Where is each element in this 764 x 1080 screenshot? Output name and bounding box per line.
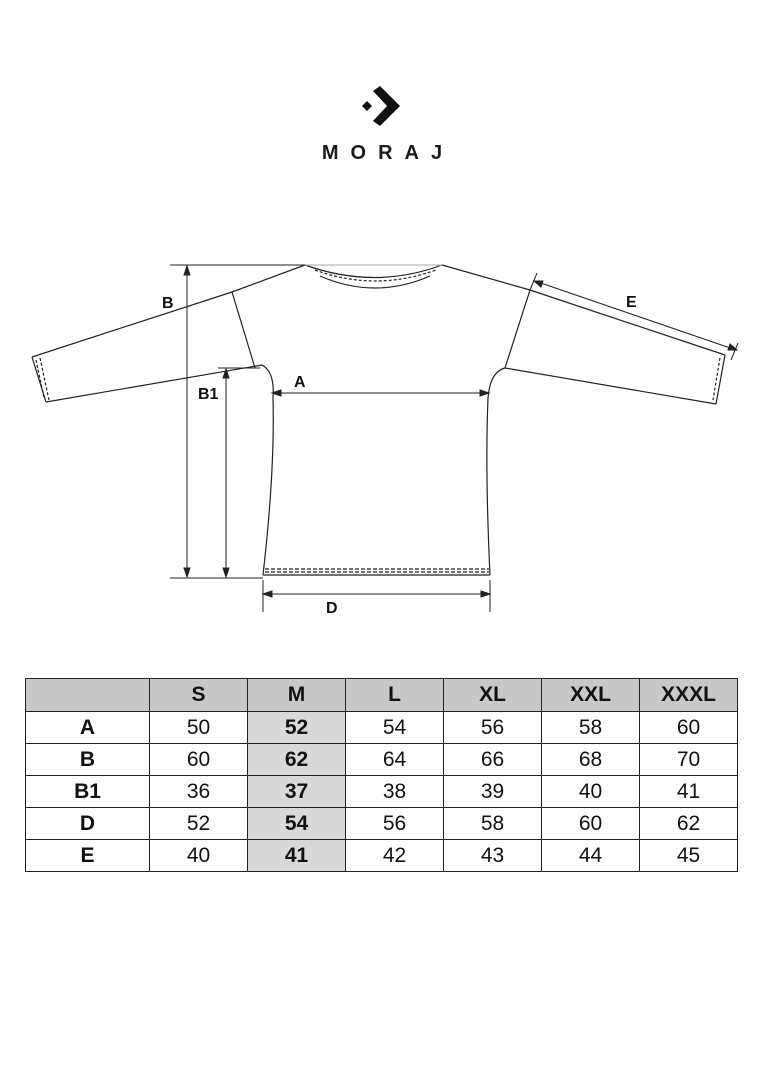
table-cell: 60 xyxy=(542,808,640,840)
table-cell: 68 xyxy=(542,744,640,776)
table-cell: 58 xyxy=(444,808,542,840)
table-cell: 43 xyxy=(444,840,542,872)
measure-lines xyxy=(170,265,738,612)
table-cell-highlighted: 41 xyxy=(248,840,346,872)
table-row xyxy=(26,712,738,744)
size-header-row xyxy=(26,679,738,712)
row-label: A xyxy=(26,712,150,744)
brand-name: MORAJ xyxy=(321,142,455,164)
size-header: M xyxy=(248,679,346,712)
table-cell-highlighted: 37 xyxy=(248,776,346,808)
table-row xyxy=(26,840,738,872)
table-cell: 66 xyxy=(444,744,542,776)
table-cell: 60 xyxy=(150,744,248,776)
row-label: E xyxy=(26,840,150,872)
table-cell: 50 xyxy=(150,712,248,744)
size-header: XXXL xyxy=(640,679,738,712)
table-cell: 54 xyxy=(346,712,444,744)
table-row xyxy=(26,776,738,808)
size-header: XXL xyxy=(542,679,640,712)
table-cell: 44 xyxy=(542,840,640,872)
row-label: B xyxy=(26,744,150,776)
table-cell: 56 xyxy=(346,808,444,840)
size-header: S xyxy=(150,679,248,712)
sweater-outline xyxy=(32,265,725,575)
label-e: E xyxy=(626,294,637,311)
table-cell: 62 xyxy=(640,808,738,840)
table-cell: 70 xyxy=(640,744,738,776)
table-cell: 40 xyxy=(150,840,248,872)
label-b1: B1 xyxy=(198,386,219,403)
size-header: L xyxy=(346,679,444,712)
table-cell: 36 xyxy=(150,776,248,808)
row-label: B1 xyxy=(26,776,150,808)
table-cell: 60 xyxy=(640,712,738,744)
table-cell: 52 xyxy=(150,808,248,840)
table-cell: 41 xyxy=(640,776,738,808)
table-cell: 45 xyxy=(640,840,738,872)
table-cell-highlighted: 52 xyxy=(248,712,346,744)
table-row xyxy=(26,744,738,776)
table-cell: 38 xyxy=(346,776,444,808)
label-d: D xyxy=(326,600,338,617)
corner-cell xyxy=(26,679,150,712)
table-cell: 64 xyxy=(346,744,444,776)
table-cell: 39 xyxy=(444,776,542,808)
label-a: A xyxy=(294,374,306,391)
size-table xyxy=(25,678,738,872)
table-cell-highlighted: 54 xyxy=(248,808,346,840)
table-cell: 56 xyxy=(444,712,542,744)
table-cell-highlighted: 62 xyxy=(248,744,346,776)
row-label: D xyxy=(26,808,150,840)
table-row xyxy=(26,808,738,840)
table-cell: 42 xyxy=(346,840,444,872)
size-header: XL xyxy=(444,679,542,712)
label-b: B xyxy=(162,295,174,312)
table-cell: 40 xyxy=(542,776,640,808)
table-cell: 58 xyxy=(542,712,640,744)
